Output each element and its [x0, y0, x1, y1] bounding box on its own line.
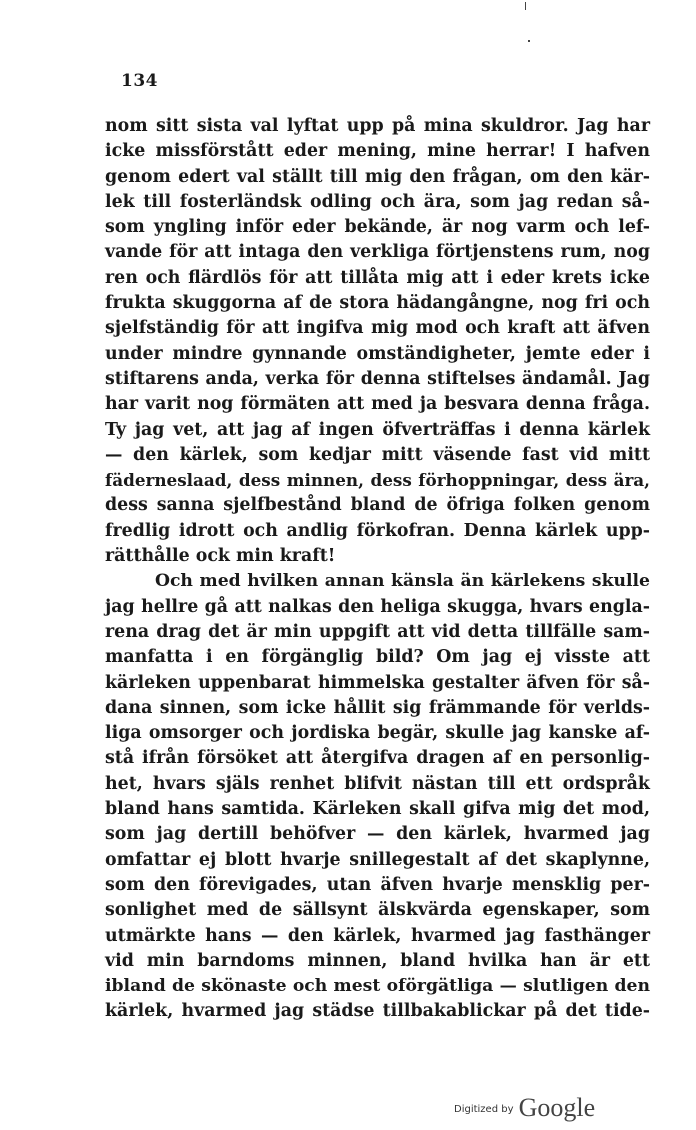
text-line: manfatta i en förgänglig bild? Om jag ej visste att [105, 647, 650, 668]
text-line: nom sitt sista val lyftat upp på mina skuldror. Jag har [105, 116, 650, 136]
text-line: liga omsorger och jordiska begär, skulle jag kanske af- [105, 723, 650, 744]
paragraph-2 [105, 569, 650, 1024]
text-line: som den förevigades, utan äfven hvarje mensklig per- [105, 874, 650, 895]
digitized-by-google-watermark [454, 1093, 595, 1123]
page-number: 134 [121, 71, 158, 91]
scan-speck [528, 40, 530, 42]
text-line: lek till fosterländsk odling och ära, som jag redan så- [105, 191, 650, 212]
text-line: — den kärlek, som kedjar mitt väsende fast vid mitt [105, 444, 650, 465]
text-line: rena drag det är min uppgift att vid detta tillfälle sam- [105, 621, 650, 642]
text-line: utmärkte hans — den kärlek, hvarmed jag fasthänger [105, 925, 650, 946]
text-line: fäderneslaad, dess minnen, dess förhoppningar, dess ära, [105, 470, 650, 491]
text-line: stå ifrån försöket att återgifva dragen af en personlig- [105, 748, 650, 769]
text-line: dess sanna sjelfbestånd bland de öfriga folken genom [105, 495, 650, 516]
text-line: fredlig idrott och andlig förkofran. Denna kärlek upp- [105, 520, 650, 541]
text-line: som jag dertill behöfver — den kärlek, hvarmed jag [105, 824, 650, 845]
text-line: vande för att intaga den verkliga förtjenstens rum, nog [105, 242, 650, 263]
scan-speck [525, 2, 526, 10]
body-text [105, 114, 650, 1025]
text-line: sjelfständig för att ingifva mig mod och kraft att äfven [105, 318, 650, 339]
text-line: bland hans samtida. Kärleken skall gifva mig det mod, [105, 799, 650, 820]
text-line: dana sinnen, som icke hållit sig främmande för verlds- [105, 697, 650, 718]
text-line: rätthålle ock min kraft! [105, 546, 336, 567]
text-line: ibland de skönaste och mest oförgätliga — slutligen den [105, 976, 650, 997]
text-line: het, hvars själs renhet blifvit nästan till ett ordspråk [105, 773, 650, 794]
text-line: Ty jag vet, att jag af ingen öfverträffas i denna kärlek [105, 419, 650, 440]
text-line: jag hellre gå att nalkas den heliga skugga, hvars engla- [105, 596, 650, 617]
text-line: under mindre gynnande omständigheter, jemte eder i [105, 343, 650, 364]
text-line: kärlek, hvarmed jag städse tillbakablickar på det tide- [105, 1001, 650, 1022]
text-line: omfattar ej blott hvarje snillegestalt af det skaplynne, [105, 849, 650, 870]
text-line: har varit nog förmäten att med ja besvara denna fråga. [105, 394, 650, 415]
text-line: genom edert val ställt till mig den frågan, om den kär- [105, 166, 650, 187]
text-line: vid min barndoms minnen, bland hvilka han är ett [105, 950, 650, 971]
digitized-by-label: Digitized by [454, 1104, 514, 1115]
text-line: icke missförstått eder mening, mine herrar! I hafven [105, 141, 650, 162]
paragraph-1 [105, 114, 650, 569]
text-line: ren och flärdlös för att tillåta mig att i eder krets icke [105, 267, 650, 288]
text-line: Och med hvilken annan känsla än kärlekens skulle [155, 571, 650, 592]
text-line: frukta skuggorna af de stora hädangångne, nog fri och [105, 293, 650, 314]
text-line: sonlighet med de sällsynt älskvärda egenskaper, som [105, 900, 650, 921]
text-line: som yngling inför eder bekände, är nog varm och lef- [105, 217, 650, 238]
google-logo-text: Google [518, 1093, 596, 1122]
text-line: stiftarens anda, verka för denna stiftelses ändamål. Jag [105, 368, 650, 389]
text-line: kärleken uppenbarat himmelska gestalter äfven för så- [105, 672, 650, 693]
